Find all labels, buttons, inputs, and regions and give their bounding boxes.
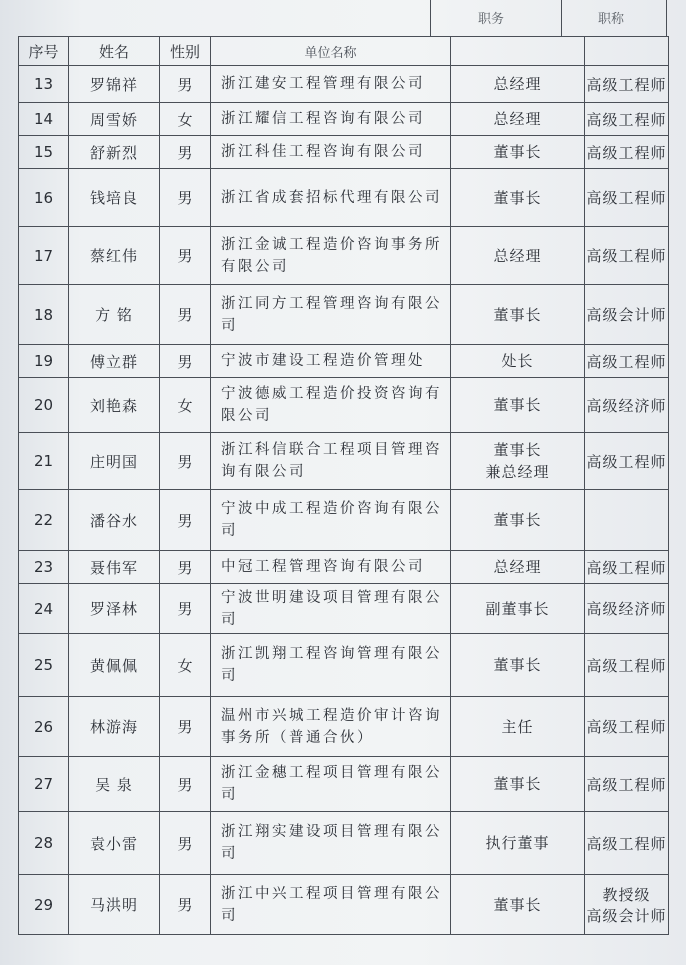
row-rank: 高级会计师 <box>585 285 669 345</box>
header-sex: 性别 <box>160 37 211 66</box>
row-org: 浙江科佳工程咨询有限公司 <box>211 136 451 169</box>
row-title: 董事长 <box>451 285 585 345</box>
row-no: 19 <box>19 345 69 378</box>
table-row <box>19 634 669 697</box>
row-name: 蔡红伟 <box>69 227 160 285</box>
row-title: 总经理 <box>451 551 585 584</box>
row-name: 罗泽林 <box>69 584 160 634</box>
table-row <box>19 66 669 103</box>
row-no: 17 <box>19 227 69 285</box>
table-row <box>19 227 669 285</box>
row-no: 13 <box>19 66 69 103</box>
row-name: 方 铭 <box>69 285 160 345</box>
row-name: 舒新烈 <box>69 136 160 169</box>
header-no: 序号 <box>19 37 69 66</box>
row-rank: 高级经济师 <box>585 378 669 433</box>
row-org: 宁波中成工程造价咨询有限公司 <box>211 490 451 551</box>
row-rank: 高级工程师 <box>585 169 669 227</box>
row-title: 董事长 <box>451 169 585 227</box>
row-sex: 男 <box>160 551 211 584</box>
row-org: 浙江金诚工程造价咨询事务所有限公司 <box>211 227 451 285</box>
row-title: 董事长 <box>451 378 585 433</box>
table-row <box>19 345 669 378</box>
row-no: 18 <box>19 285 69 345</box>
row-rank: 高级工程师 <box>585 812 669 875</box>
row-title: 总经理 <box>451 227 585 285</box>
row-name: 刘艳森 <box>69 378 160 433</box>
row-no: 24 <box>19 584 69 634</box>
table-row <box>19 812 669 875</box>
row-name: 钱培良 <box>69 169 160 227</box>
row-rank: 高级工程师 <box>585 103 669 136</box>
row-rank: 教授级 高级会计师 <box>585 875 669 935</box>
row-sex: 女 <box>160 103 211 136</box>
row-title: 董事长 <box>451 875 585 935</box>
row-no: 27 <box>19 757 69 812</box>
row-org: 浙江建安工程管理有限公司 <box>211 66 451 103</box>
row-org: 浙江中兴工程项目管理有限公司 <box>211 875 451 935</box>
table-row <box>19 285 669 345</box>
row-name: 吴 泉 <box>69 757 160 812</box>
row-name: 林游海 <box>69 697 160 757</box>
row-name: 傅立群 <box>69 345 160 378</box>
row-org: 浙江省成套招标代理有限公司 <box>211 169 451 227</box>
row-sex: 男 <box>160 285 211 345</box>
row-org: 中冠工程管理咨询有限公司 <box>211 551 451 584</box>
row-title: 处长 <box>451 345 585 378</box>
row-sex: 男 <box>160 875 211 935</box>
table-row <box>19 551 669 584</box>
row-sex: 男 <box>160 812 211 875</box>
header-row <box>19 37 669 66</box>
row-sex: 男 <box>160 433 211 490</box>
row-org: 浙江科信联合工程项目管理咨询有限公司 <box>211 433 451 490</box>
header-rank <box>585 37 669 66</box>
row-org: 宁波世明建设项目管理有限公司 <box>211 584 451 634</box>
row-name: 黄佩佩 <box>69 634 160 697</box>
row-rank: 高级工程师 <box>585 551 669 584</box>
row-org: 宁波市建设工程造价管理处 <box>211 345 451 378</box>
row-name: 庄明国 <box>69 433 160 490</box>
table-row <box>19 875 669 935</box>
row-no: 21 <box>19 433 69 490</box>
row-no: 15 <box>19 136 69 169</box>
row-no: 29 <box>19 875 69 935</box>
row-org: 浙江同方工程管理咨询有限公司 <box>211 285 451 345</box>
row-name: 罗锦祥 <box>69 66 160 103</box>
table-row <box>19 584 669 634</box>
row-title: 董事长 <box>451 490 585 551</box>
row-name: 潘谷水 <box>69 490 160 551</box>
row-rank: 高级工程师 <box>585 136 669 169</box>
row-no: 14 <box>19 103 69 136</box>
row-name: 聂伟军 <box>69 551 160 584</box>
row-rank: 高级工程师 <box>585 433 669 490</box>
row-name: 袁小雷 <box>69 812 160 875</box>
faded-rank-header: 职称 <box>598 12 625 27</box>
row-no: 26 <box>19 697 69 757</box>
row-rank: 高级工程师 <box>585 345 669 378</box>
row-sex: 男 <box>160 490 211 551</box>
row-org: 浙江翔实建设项目管理有限公司 <box>211 812 451 875</box>
row-no: 25 <box>19 634 69 697</box>
row-name: 马洪明 <box>69 875 160 935</box>
table-row <box>19 757 669 812</box>
table-row <box>19 433 669 490</box>
row-sex: 男 <box>160 584 211 634</box>
row-sex: 男 <box>160 757 211 812</box>
row-sex: 女 <box>160 634 211 697</box>
row-org: 宁波德威工程造价投资咨询有限公司 <box>211 378 451 433</box>
row-rank: 高级工程师 <box>585 697 669 757</box>
row-title: 副董事长 <box>451 584 585 634</box>
row-title: 执行董事 <box>451 812 585 875</box>
row-no: 20 <box>19 378 69 433</box>
row-sex: 男 <box>160 136 211 169</box>
row-org: 浙江耀信工程咨询有限公司 <box>211 103 451 136</box>
row-sex: 女 <box>160 378 211 433</box>
row-title: 董事长 兼总经理 <box>451 433 585 490</box>
header-name: 姓名 <box>69 37 160 66</box>
header-org: 单位名称 <box>211 37 451 66</box>
row-title: 主任 <box>451 697 585 757</box>
row-title: 总经理 <box>451 103 585 136</box>
row-rank <box>585 490 669 551</box>
table-row <box>19 490 669 551</box>
row-rank: 高级工程师 <box>585 634 669 697</box>
row-rank: 高级经济师 <box>585 584 669 634</box>
faded-title-header: 职务 <box>478 12 505 27</box>
row-sex: 男 <box>160 227 211 285</box>
row-no: 28 <box>19 812 69 875</box>
row-no: 23 <box>19 551 69 584</box>
member-table <box>18 36 669 935</box>
table-row <box>19 136 669 169</box>
row-sex: 男 <box>160 169 211 227</box>
row-rank: 高级工程师 <box>585 227 669 285</box>
row-rank: 高级工程师 <box>585 757 669 812</box>
header-title <box>451 37 585 66</box>
row-org: 浙江凯翔工程咨询管理有限公司 <box>211 634 451 697</box>
table-row <box>19 378 669 433</box>
table-row <box>19 103 669 136</box>
row-org: 温州市兴城工程造价审计咨询事务所（普通合伙） <box>211 697 451 757</box>
row-sex: 男 <box>160 66 211 103</box>
row-title: 董事长 <box>451 136 585 169</box>
row-sex: 男 <box>160 345 211 378</box>
row-no: 22 <box>19 490 69 551</box>
table-row <box>19 697 669 757</box>
row-title: 总经理 <box>451 66 585 103</box>
row-name: 周雪娇 <box>69 103 160 136</box>
row-rank: 高级工程师 <box>585 66 669 103</box>
previous-page-header-remnant <box>430 0 670 36</box>
row-org: 浙江金穗工程项目管理有限公司 <box>211 757 451 812</box>
row-sex: 男 <box>160 697 211 757</box>
row-title: 董事长 <box>451 634 585 697</box>
row-title: 董事长 <box>451 757 585 812</box>
row-no: 16 <box>19 169 69 227</box>
table-row <box>19 169 669 227</box>
